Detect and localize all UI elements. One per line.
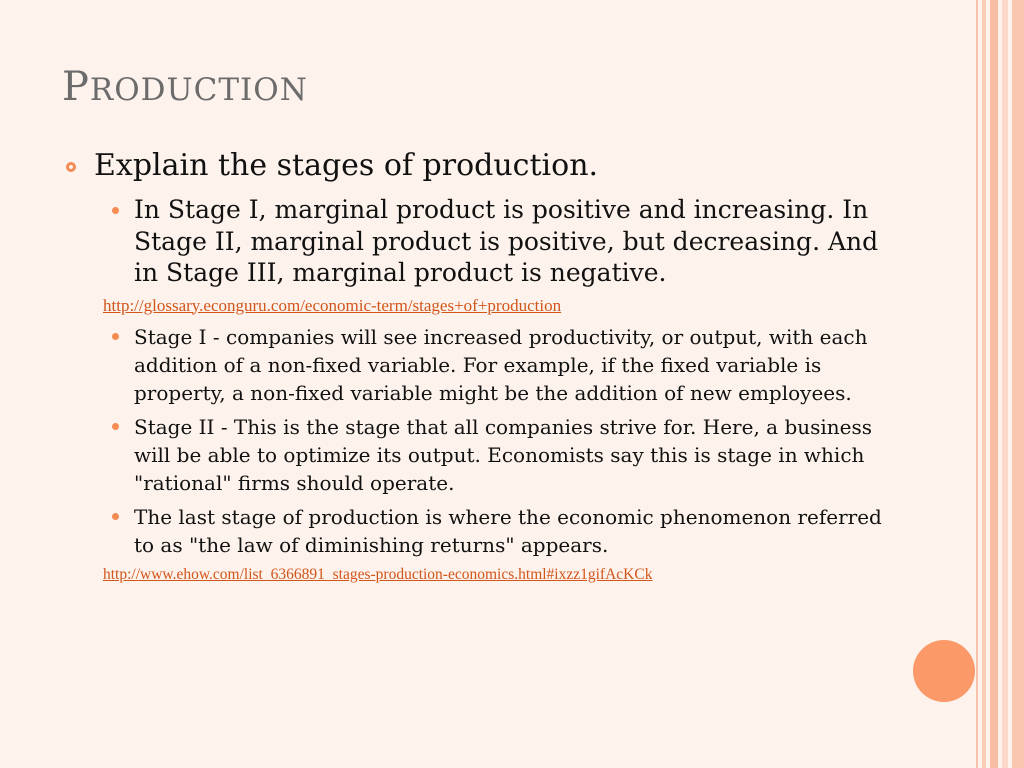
dot-bullet-icon [112,333,119,340]
sub-bullet-text: Stage II - This is the stage that all companies strive for. Here, a business will be able to optimize its output. Economists say this is stage in which "rational" firms should operate. [134,414,873,495]
main-bullet [66,148,896,184]
sub-bullet-text: In Stage I, marginal product is positive and increasing. In Stage II, marginal product is positive, but decreasing. And in Stage III, marginal product is negative. [134,195,879,287]
dot-bullet-icon [112,513,119,520]
decorative-stripe [982,0,986,768]
sub-bullet [66,323,896,407]
main-bullet-text: Explain the stages of production. [94,148,599,183]
decorative-circle [913,640,975,702]
slide-title [62,64,308,110]
source-link-econguru[interactable]: http://glossary.econguru.com/economic-term/stages+of+production [103,295,562,315]
ring-bullet-icon [66,162,76,172]
dot-bullet-icon [112,207,119,214]
decorative-stripe [1002,0,1008,768]
decorative-stripe [976,0,978,768]
title-rest: RODUCTION [89,72,308,108]
decorative-stripe [990,0,998,768]
sub-bullet [66,194,896,289]
sub-bullet-text: The last stage of production is where the economic phenomenon referred to as "the law of diminishing returns" appears. [134,504,882,557]
sub-bullet-text: Stage I - companies will see increased productivity, or output, with each addition of a non-fixed variable. For example, if the fixed variable is property, a non-fixed variable might be the addition of new employees. [134,324,868,405]
slide-content [66,148,896,591]
sub-bullet [66,413,896,497]
source-link-ehow[interactable]: http://www.ehow.com/list_6366891_stages-production-economics.html#ixzz1gifAcKCk [103,565,653,583]
title-initial: P [62,64,90,110]
dot-bullet-icon [112,423,119,430]
sub-bullet [66,503,896,559]
decorative-stripe [1012,0,1024,768]
